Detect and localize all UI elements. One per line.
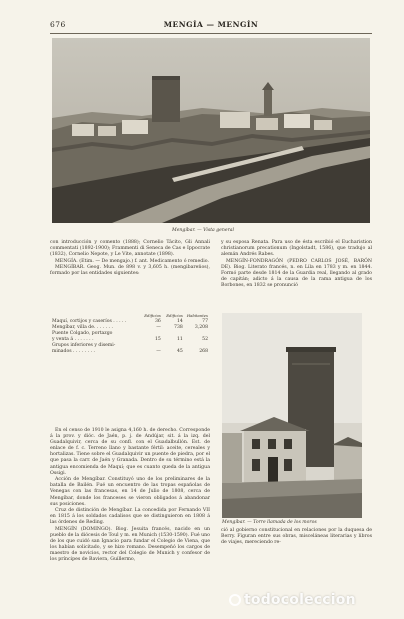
right-column-lower-text — [221, 528, 372, 547]
entry-mengia: MENGÍA. (Etim. — De mengajo.) f. ant. Medicamento ó remedio. — [55, 258, 210, 264]
paragraph: con introducción y comento (1888); Cornelio Tácito, Gli Annali commentati (1892-1900); Frammenti di Seneca de Cas e Ippocrate (1832), Cornelio Nepote, y Le Vite, annotate (1898). — [50, 240, 210, 258]
census-place: Grupos inferiores y disemi- — [52, 343, 116, 348]
town-general-view-photo — [52, 38, 370, 223]
running-head — [50, 20, 372, 32]
paragraph: Cruz de distinción de Mengíbar. La concedida por Fernando VII en 1815 á los soldados cadalisos que se distinguieron en 1808 á las órdenes de Reding. — [50, 508, 210, 526]
paragraph: y su esposa Renata. Para uso de ésta escribió el Eucharistion christianorum precationum (Ingolstadt, 1586), que tradujo al alemán Andrés Rabes. — [221, 240, 372, 258]
census-table — [50, 313, 210, 355]
census-header-column: Edificios — [144, 313, 161, 318]
census-value: 52 — [202, 337, 208, 342]
census-header-column: Edificios — [166, 313, 183, 318]
census-value: 15 — [154, 337, 161, 342]
entry-mengin-fondragon: MENGÍN-FONDRAGÓN (PEDRO CARLOS JOSÉ, BARÓN DE). Biog. Literato francés, n. en Lila en 1783 y m. en 1844. Formó parte desde 1814 de la Guardia real, llegando al grado de capitán; adicto á la causa de la rama antigua de los Borbones, en 1832 se pronunció — [221, 258, 372, 289]
header-rule — [50, 33, 372, 34]
census-value: 14 — [176, 319, 183, 324]
census-value: 268 — [199, 349, 208, 354]
moors-tower-illustration — [222, 313, 362, 518]
side-photo-caption: Mengíbar. — Torre llamada de los moros — [222, 520, 317, 525]
census-header-column: Habitantes — [186, 313, 208, 318]
census-value: — — [156, 349, 161, 354]
entry-mengibar: MENGÍBAR. Geog. Mun. de 898 v. y 3,605 h. (mengibareños), formado por las entidades siguientes: — [50, 265, 210, 277]
census-place: Puente Colgado, portazgo — [52, 331, 113, 336]
left-column-upper-text — [50, 240, 210, 278]
paragraph: En el censo de 1910 le asigna 4,160 h. de derecho. Corresponde á la prov. y dióc. de Jaén, p. j. de Andújar, sit. á la izq. del Guadalquivir, cerca de su confl. con el Guadalbullón. Est. de enlace de f. c. Terreno llano y bastante fértil: aceite, cereales y hortalizas. Tiene sobre el Guadalquivir un puente de piedra, por el que pasa la carr. de Jaén y Granada. Dentro de su término está la antigua encomienda de Maquí; que es cuanto queda de la antigua Ossigi. — [50, 428, 210, 476]
census-value: 45 — [176, 349, 183, 354]
left-column-lower-text — [50, 428, 210, 564]
watermark-text: todocoleccion — [244, 592, 356, 608]
census-value: — — [156, 325, 161, 330]
paragraph: Acción de Mengíbar. Constituyó uno de los preliminares de la batalla de Bailén. Fué un encuentro de las tropas españolas de Venegas con las francesas, en 14 de Julio de 1808, cerca de Mengíbar, donde los franceses se vieron obligados á abandonar sus posiciones. — [50, 477, 210, 507]
entry-mengin: MENGÍN (DOMINGO). Biog. Jesuita francés, nacido en un pueblo de la diócesis de Toul y m. en Munich (1530-1590). Fué uno de los que cuidó san Ignacio para fundar el Colegio de Viena, que los habían solicitado, y se hizo romano. Desempeñó los cargos de maestro de novicios, rector del Colegio de Munich y confesor de los príncipes de Baviera, Guillermo, — [50, 527, 210, 563]
census-place: Mengíbar, villa de. . . . . . . — [52, 325, 113, 330]
census-value: 11 — [176, 337, 183, 342]
census-place: y venta á . . . . . . . — [52, 337, 94, 342]
census-place: Maquí, cortijos y caseríos . . . . . — [52, 319, 127, 324]
census-value: 738 — [174, 325, 183, 330]
town-general-view-illustration — [52, 38, 370, 223]
top-photo-caption: Mengíbar. — Vista general — [172, 228, 234, 233]
paragraph: ció al gobierno constitucional en relaciones por la duquesa de Berry. Figuran entre sus obras, misceláneas literarias y libros de viajes, mereciendo re- — [221, 528, 372, 546]
table-row — [50, 349, 210, 355]
moors-tower-photo — [222, 313, 362, 518]
right-column-upper-text — [221, 240, 372, 290]
census-place: minados . . . . . . . . — [52, 349, 95, 354]
running-title: MENGÍA — MENGÍN — [163, 20, 259, 29]
census-value: 77 — [202, 319, 208, 324]
site-watermark — [229, 592, 356, 608]
watermark-logo-icon — [229, 594, 241, 606]
census-value: 3,208 — [194, 325, 208, 330]
census-value: 36 — [154, 319, 161, 324]
page-number: 676 — [50, 20, 66, 29]
